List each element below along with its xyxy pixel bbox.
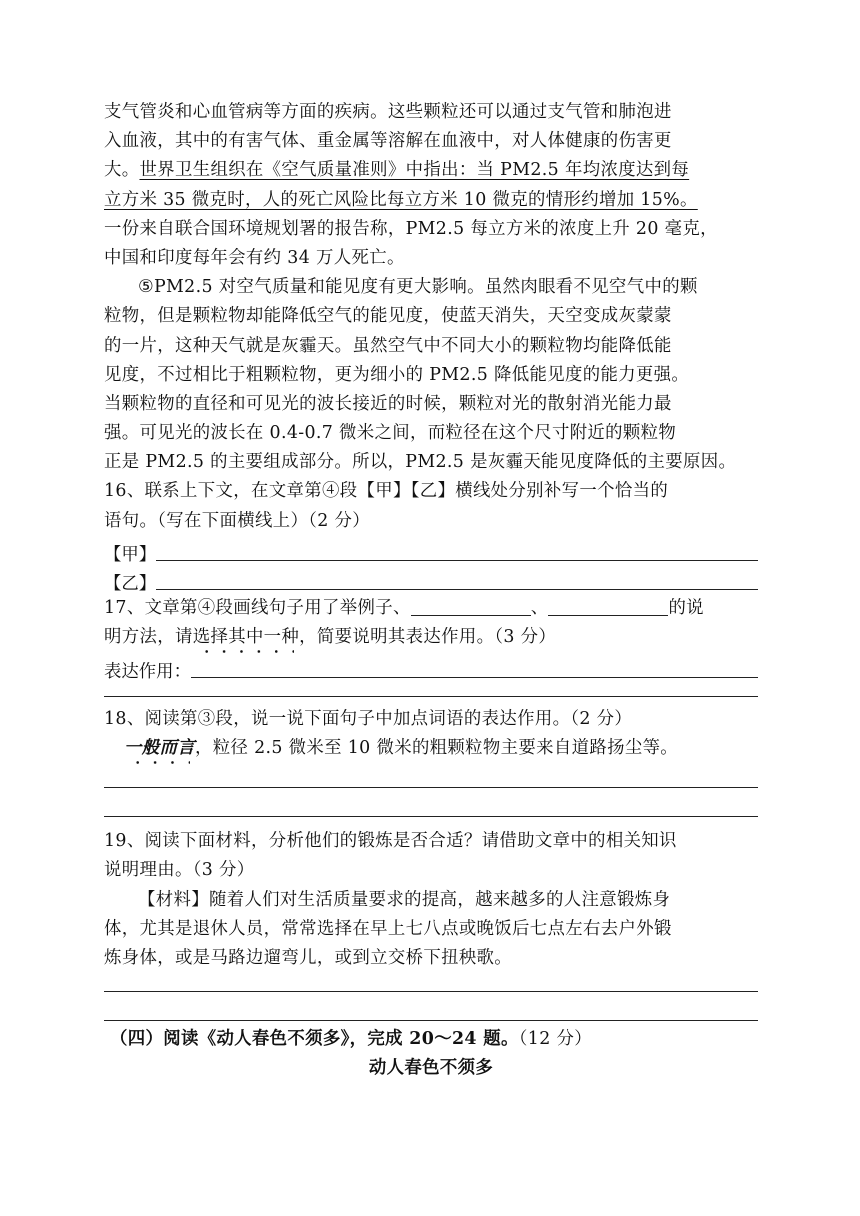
- answer-line[interactable]: [104, 682, 758, 697]
- passage-line: 入血液，其中的有害气体、重金属等溶解在血液中，对人体健康的伤害更: [104, 131, 672, 152]
- dotted-emphasis: 选择其中一种: [192, 627, 300, 648]
- material-line: 体，尤其是退休人员，常常选择在早上七八点或晚饭后七点左右去户外锻: [104, 918, 672, 939]
- question-text: 17、文章第④段画线句子用了举例子、: [104, 598, 411, 619]
- answer-line[interactable]: [104, 973, 758, 992]
- question-17-cont: [104, 623, 758, 652]
- question-16-cont: 语句。（写在下面横线上）（2 分）: [104, 510, 371, 531]
- question-17: [104, 594, 758, 623]
- passage-line: 的一片，这种天气就是灰霾天。虽然空气中不同大小的颗粒物均能降低能: [104, 335, 672, 356]
- answer-blank-yi[interactable]: [156, 567, 758, 590]
- answer-row-jia: [104, 536, 758, 565]
- question-text: ，粒径 2.5 微米至 10 微米的粗颗粒物主要来自道路扬尘等。: [194, 737, 679, 758]
- section-heading: [104, 1025, 758, 1054]
- answer-row-effect: [104, 653, 758, 682]
- answer-row-yi: [104, 565, 758, 594]
- article-title: 动人春色不须多: [368, 1058, 494, 1079]
- answer-blank-effect[interactable]: [191, 655, 758, 678]
- question-19-cont: 说明理由。（3 分）: [104, 860, 255, 881]
- question-18-sentence: [104, 734, 758, 763]
- section-score: （12 分）: [518, 1029, 592, 1050]
- answer-blank-jia[interactable]: [156, 538, 758, 561]
- answer-line[interactable]: [104, 992, 758, 1021]
- passage-line: 中国和印度每年会有约 34 万人死亡。: [104, 247, 405, 268]
- answer-label-jia: 【甲】: [104, 545, 157, 565]
- question-text: 的说: [668, 598, 704, 619]
- passage-line: 当颗粒物的直径和可见光的波长接近的时候，颗粒对光的散射消光能力最: [104, 393, 672, 414]
- question-16: 16、联系上下文，在文章第④段【甲】【乙】横线处分别补写一个恰当的: [104, 481, 669, 502]
- answer-line[interactable]: [104, 788, 758, 817]
- underlined-sentence: 世界卫生组织在《空气质量准则》中指出：当 PM2.5 年均浓度达到每: [139, 160, 690, 181]
- passage-text: 大。: [104, 160, 140, 181]
- question-19: 19、阅读下面材料，分析他们的锻炼是否合适？请借助文章中的相关知识: [104, 831, 677, 852]
- answer-label-effect: 表达作用：: [104, 661, 191, 682]
- underlined-sentence: 立方米 35 微克时，人的死亡风险比每立方米 10 微克的情形约增加 15%。: [104, 189, 698, 210]
- passage-line: 粒物，但是颗粒物却能降低空气的能见度，使蓝天消失，天空变成灰蒙蒙: [104, 306, 672, 327]
- passage-line: 强。可见光的波长在 0.4-0.7 微米之间，而粒径在这个尺寸附近的颗粒物: [104, 423, 677, 444]
- dotted-emphasis: 一般而言: [124, 737, 195, 758]
- answer-line[interactable]: [104, 767, 758, 788]
- exam-page: [104, 98, 758, 1083]
- answer-blank-method-1[interactable]: [411, 597, 531, 616]
- passage-line: 支气管炎和心血管病等方面的疾病。这些颗粒还可以通过支气管和肺泡进: [104, 102, 672, 122]
- material-line: 炼身体，或是马路边遛弯儿，或到立交桥下扭秧歌。: [104, 947, 513, 968]
- passage-line: 正是 PM2.5 的主要组成部分。所以，PM2.5 是灰霾天能见度降低的主要原因。: [104, 452, 737, 473]
- passage-line: 见度，不过相比于粗颗粒物，更为细小的 PM2.5 降低能见度的能力更强。: [104, 364, 690, 385]
- passage-line: 一份来自联合国环境规划署的报告称，PM2.5 每立方米的浓度上升 20 毫克，: [104, 218, 718, 239]
- passage-line: [104, 186, 758, 215]
- question-text: 明方法，请: [104, 627, 193, 648]
- separator: 、: [530, 598, 549, 619]
- material-line: 【材料】随着人们对生活质量要求的提高，越来越多的人注意锻炼身: [138, 889, 671, 910]
- question-text: ，简要说明其表达作用。（3 分）: [299, 627, 557, 648]
- section-heading-text: （四）阅读《动人春色不须多》，完成 20～24 题。: [110, 1029, 519, 1050]
- answer-label-yi: 【乙】: [104, 574, 157, 595]
- answer-blank-method-2[interactable]: [548, 597, 668, 616]
- passage-line: [104, 156, 758, 185]
- question-18: 18、阅读第③段，说一说下面句子中加点词语的表达作用。（2 分）: [104, 708, 633, 729]
- passage-line: ⑤PM2.5 对空气质量和能见度有更大影响。虽然肉眼看不见空气中的颗: [138, 277, 698, 298]
